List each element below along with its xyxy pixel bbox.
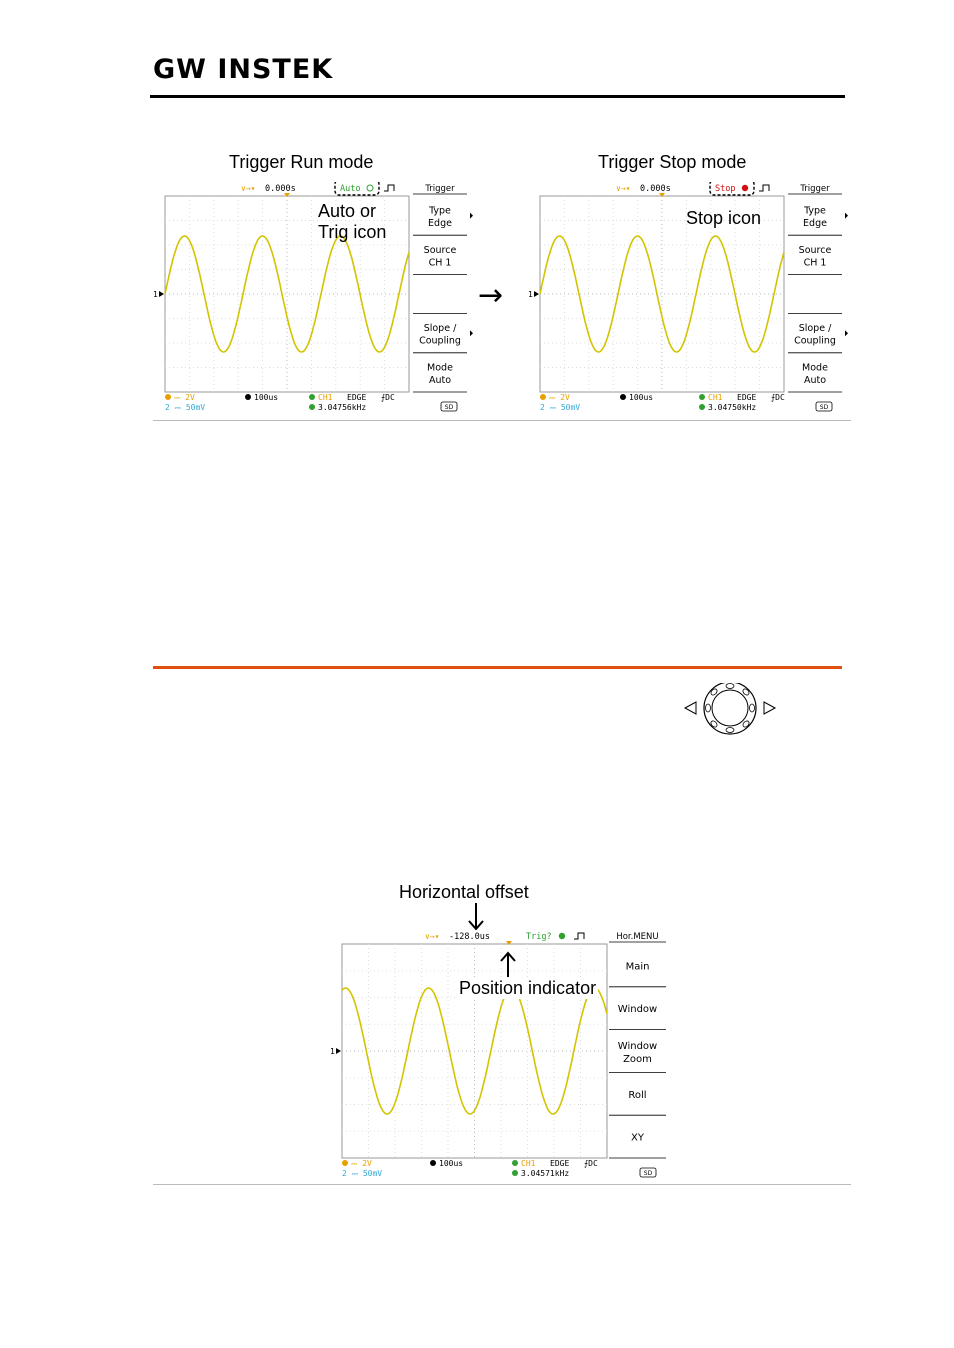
trigger-status-text: Stop: [715, 184, 736, 194]
trigger-source: CH1: [708, 393, 723, 402]
menu-softkey-5[interactable]: [802, 362, 828, 386]
frequency-value: 3.04571kHz: [521, 1169, 570, 1178]
menu-softkey-value: Edge: [803, 218, 827, 230]
section-rule: [153, 666, 842, 669]
ch1-ground-marker: 1: [528, 290, 533, 299]
timebase-value: 100us: [254, 393, 279, 402]
ch1-scale: ⎓ 2V: [549, 393, 570, 402]
rising-edge-icon: [384, 185, 394, 191]
menu-softkey-label: Window: [617, 1041, 658, 1052]
menu-softkey-label: Type: [804, 205, 826, 217]
ch1-badge-icon: [342, 1160, 348, 1166]
menu-softkey-value: Coupling: [419, 335, 461, 347]
sd-label: SD: [444, 404, 454, 411]
menu-softkey-value: Auto: [428, 374, 452, 386]
arrow-right-icon: →: [478, 278, 504, 313]
trigger-type: EDGE: [550, 1159, 570, 1168]
offset-arrows-icon: ∨→▾: [241, 184, 256, 193]
timebase-badge-icon: [620, 394, 626, 400]
trigger-type: EDGE: [737, 393, 757, 402]
horizontal-position-knob-icon: [682, 683, 778, 742]
menu-softkey-label: Mode: [802, 362, 828, 374]
horizontal-offset-value: 0.000s: [265, 184, 296, 194]
ch1-ground-arrow-icon: [534, 291, 539, 297]
menu-softkey-value: CH 1: [428, 257, 452, 269]
frequency-value: 3.04756kHz: [318, 403, 367, 412]
annotation-line-2: Trig icon: [318, 222, 387, 242]
frequency-value: 3.04750kHz: [708, 403, 757, 412]
auto-trig-icon-annotation: [318, 201, 386, 243]
menu-softkey-1[interactable]: [803, 206, 848, 230]
menu-softkey-5[interactable]: [631, 1133, 645, 1144]
menu-softkey-5[interactable]: [427, 362, 453, 386]
menu-softkey-label: Type: [429, 205, 451, 217]
ch1-scale: ⎓ 2V: [351, 1159, 372, 1168]
menu-title: Trigger: [800, 184, 830, 194]
offset-arrows-icon: ∨→▾: [425, 932, 440, 941]
sd-label: SD: [643, 1170, 653, 1177]
trigger-run-mode-caption: Trigger Run mode: [229, 152, 374, 172]
menu-softkey-4[interactable]: [628, 1090, 646, 1101]
menu-softkey-label: XY: [631, 1132, 644, 1144]
submenu-arrow-icon: [470, 330, 473, 336]
menu-softkey-2[interactable]: [799, 245, 832, 268]
trigger-badge-icon: [512, 1160, 518, 1166]
trig-icon: [559, 933, 565, 939]
trigger-run-scope-screen: [153, 182, 473, 416]
menu-softkey-4[interactable]: [419, 323, 473, 347]
menu-softkey-1[interactable]: [428, 206, 473, 230]
ch1-badge-icon: [540, 394, 546, 400]
menu-softkey-label: Main: [625, 961, 650, 973]
submenu-arrow-icon: [845, 330, 848, 336]
trigger-source: CH1: [521, 1159, 536, 1168]
ch1-ground-marker: 1: [330, 1047, 335, 1056]
rising-edge-icon: [574, 933, 584, 939]
timebase-value: 100us: [439, 1159, 464, 1168]
menu-softkey-value: Zoom: [623, 1054, 652, 1065]
menu-softkey-2[interactable]: [618, 1004, 657, 1015]
stop-icon-annotation: Stop icon: [686, 208, 762, 228]
auto-trig-icon: [367, 185, 373, 191]
menu-softkey-value: CH 1: [803, 257, 827, 269]
trigger-coupling: ⨍DC: [381, 393, 395, 402]
trigger-status-text: Auto: [340, 184, 361, 194]
horizontal-offset-value: -128.0us: [449, 932, 490, 942]
menu-softkey-4[interactable]: [794, 323, 848, 347]
figure2-bottom-rule: [153, 1184, 851, 1185]
menu-softkey-value: Coupling: [794, 335, 836, 347]
stop-icon: [742, 185, 748, 191]
menu-softkey-label: Roll: [628, 1089, 647, 1101]
horizontal-offset-value: 0.000s: [640, 184, 671, 194]
trigger-badge-icon: [699, 394, 705, 400]
ch1-ground-marker: 1: [153, 290, 158, 299]
trigger-stop-mode-caption: Trigger Stop mode: [598, 152, 747, 172]
trigger-type: EDGE: [347, 393, 367, 402]
timebase-badge-icon: [245, 394, 251, 400]
offset-arrows-icon: ∨→▾: [616, 184, 631, 193]
ch1-ground-arrow-icon: [159, 291, 164, 297]
ch2-scale: 2 ⎓ 50mV: [342, 1169, 383, 1178]
rising-edge-icon: [759, 185, 769, 191]
menu-softkey-label: Window: [617, 1004, 658, 1016]
ch2-scale: 2 ⎓ 50mV: [165, 403, 206, 412]
sd-label: SD: [819, 404, 829, 411]
frequency-badge-icon: [512, 1170, 518, 1176]
trigger-coupling: ⨍DC: [771, 393, 785, 402]
horizontal-offset-label: Horizontal offset: [399, 882, 529, 902]
frequency-badge-icon: [699, 404, 705, 410]
ch2-scale: 2 ⎓ 50mV: [540, 403, 581, 412]
trigger-badge-icon: [309, 394, 315, 400]
frequency-badge-icon: [309, 404, 315, 410]
position-indicator-label: Position indicator: [459, 978, 597, 998]
run-scope-svg: [153, 182, 473, 416]
annotation-line-1: Auto or: [318, 201, 377, 221]
menu-softkey-label: Slope /: [423, 323, 457, 335]
menu-softkey-label: Slope /: [798, 323, 832, 335]
menu-title: Trigger: [425, 184, 455, 194]
menu-softkey-label: Source: [423, 244, 457, 256]
ch1-scale: ⎓ 2V: [174, 393, 195, 402]
menu-softkey-1[interactable]: [626, 961, 650, 972]
menu-title: Hor.MENU: [616, 932, 659, 942]
gw-instek-logo: GW INSTEK: [153, 54, 334, 85]
trigger-source: CH1: [318, 393, 333, 402]
timebase-value: 100us: [629, 393, 654, 402]
trigger-coupling: ⨍DC: [584, 1159, 598, 1168]
menu-softkey-value: Auto: [803, 374, 827, 386]
ch1-badge-icon: [165, 394, 171, 400]
ch1-ground-arrow-icon: [336, 1048, 341, 1054]
menu-softkey-value: Edge: [428, 218, 452, 230]
timebase-badge-icon: [430, 1160, 436, 1166]
submenu-arrow-icon: [845, 213, 848, 219]
trigger-status-text: Trig?: [526, 932, 552, 942]
menu-softkey-label: Source: [798, 244, 832, 256]
menu-softkey-label: Mode: [427, 362, 453, 374]
header-rule: [150, 95, 845, 98]
figure1-bottom-rule: [153, 420, 851, 421]
submenu-arrow-icon: [470, 213, 473, 219]
menu-softkey-3[interactable]: [618, 1041, 657, 1065]
menu-softkey-2[interactable]: [424, 245, 457, 268]
